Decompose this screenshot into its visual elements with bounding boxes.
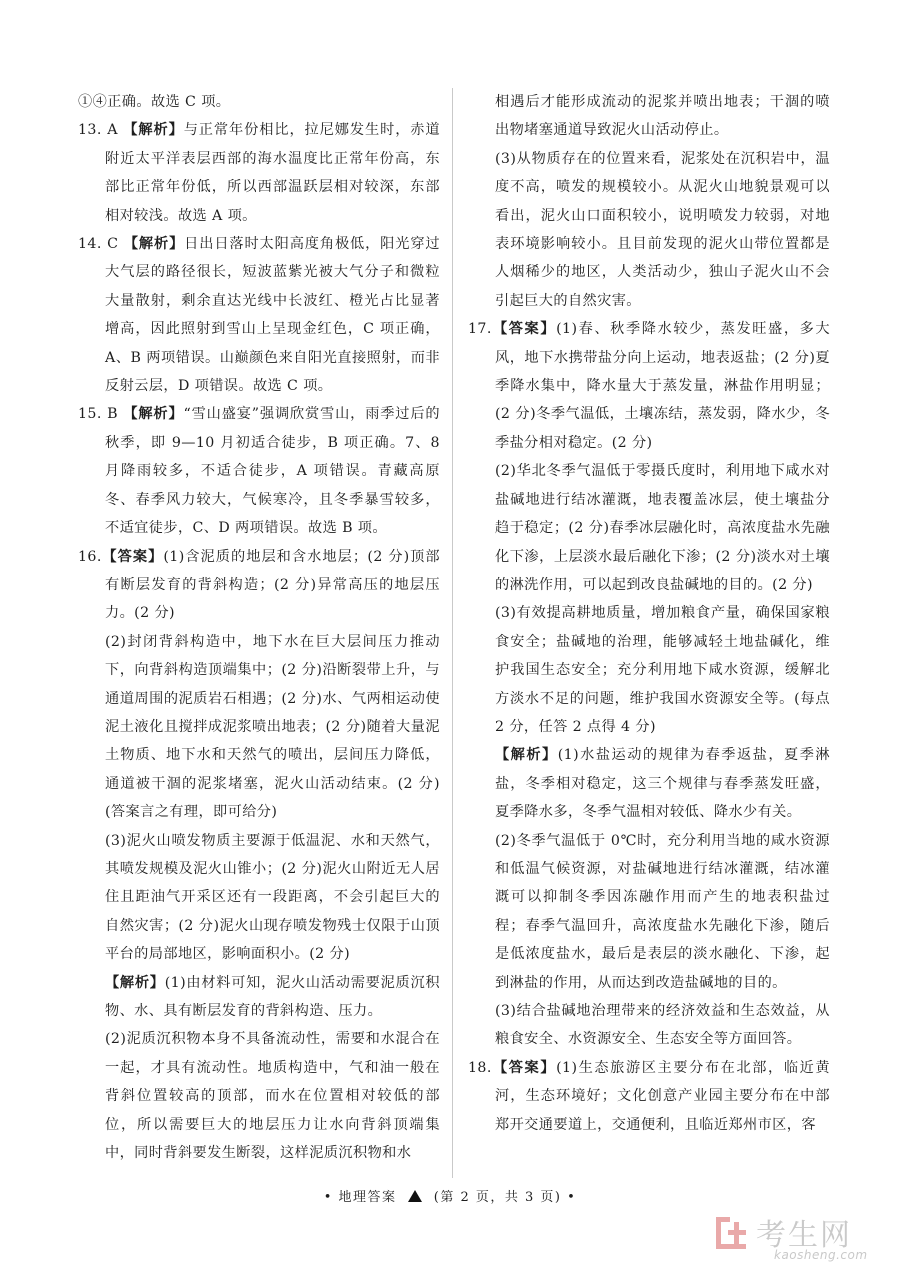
column-divider: [452, 88, 453, 1178]
section-label: 【解析】: [123, 236, 185, 253]
answer-15: 15. B 【解析】“雪山盛宴”强调欣赏雪山，雨季过后的秋季，即 9—10 月初适合徒步，B 项正确。7、8 月降雨较多，不适合徒步，A 项错误。青藏高原冬、春季风力较大，气候寒冷，且冬季暴雪较多，不适宜徒步，C、D 两项错误。故选 B 项。: [78, 406, 440, 537]
section-label: 【答案】: [491, 1059, 557, 1076]
answer-18: 18.【答案】(1)生态旅游区主要分布在北部，临近黄河，生态环境好；文化创意产业园主要分布在中部郑开交通要道上，交通便利，且临近郑州市区，客: [468, 1059, 830, 1133]
section-label: 【答案】: [491, 321, 557, 338]
section-label: 【解析】: [495, 747, 558, 764]
analysis-16-part-2: (2)泥质沉积物本身不具备流动性，需要和水混合在一起，才具有流动性。地质构造中，气和油一般在背斜位置较高的顶部，而水在位置相对较低的部位，所以需要巨大的地层压力让水向背斜顶端集中，同时背斜要发生断裂，这样泥质沉积物和水: [105, 1031, 440, 1162]
analysis-17-part-2: (2)冬季气温低于 0℃时，充分利用当地的咸水资源和低温气候资源，对盐碱地进行结冰灌溉，结冰灌溉可以抑制冬季因冻融作用而产生的地表积盐过程；春季气温回升，高浓度盐水先融化下渗，随后是低浓度盐水，最后是表层的淡水融化、下渗，起到淋盐的作用，从而达到改造盐碱地的目的。: [495, 832, 830, 991]
answer-12-continued: ①④正确。故选 C 项。: [78, 94, 231, 110]
analysis-17-part-3: (3)结合盐碱地治理带来的经济效益和生态效益，从粮食安全、水资源安全、生态安全等方面回答。: [495, 1003, 830, 1048]
analysis-16-part-1: 【解析】(1)由材料可知，泥火山活动需要泥质沉积物、水、具有断层发育的背斜构造、压力。: [105, 974, 440, 1019]
analysis-16-part-3: (3)从物质存在的位置来看，泥浆处在沉积岩中，温度不高，喷发的规模较小。从泥火山地貌景观可以看出，泥火山口面积较小，说明喷发力较弱，对地表环境影响较小。且目前发现的泥火山带位置都是人烟稀少的地区，人类活动少，独山子泥火山不会引起巨大的自然灾害。: [495, 150, 830, 309]
right-column: [468, 88, 830, 1139]
section-label: 【解析】: [105, 974, 165, 991]
footer-subject: • 地理答案: [323, 1190, 397, 1205]
answer-17-part-3: (3)有效提高耕地质量，增加粮食产量，确保国家粮食安全；盐碱地的治理，能够减轻土地盐碱化，维护我国生态安全；充分利用地下咸水资源，缓解北方淡水不足的问题，维护我国水资源安全等。(每点 2 分，任答 2 点得 4 分): [495, 605, 830, 735]
answer-14: 14. C 【解析】日出日落时太阳高度角极低，阳光穿过大气层的路径很长，短波蓝紫光被大气分子和微粒大量散射，剩余直达光线中长波红、橙光占比显著增高，因此照射到雪山上呈现金红色，C 项正确，A、B 两项错误。山巅颜色来自阳光直接照射，而非反射云层，D 项错误。故选 C 项。: [78, 236, 440, 395]
answer-17-part-2: (2)华北冬季气温低于零摄氏度时，利用地下咸水对盐碱地进行结冰灌溉，地表覆盖冰层，使土壤盐分趋于稳定；(2 分)春季冰层融化时，高浓度盐水先融化下渗，上层淡水最后融化下渗；(2 分)淡水对土壤的淋洗作用，可以起到改良盐碱地的目的。(2 分): [495, 463, 830, 593]
answer-16-part-1: 16.【答案】(1)含泥质的地层和含水地层；(2 分)顶部有断层发育的背斜构造；(2 分)异常高压的地层压力。(2 分): [78, 548, 440, 622]
answer-13: 13. A 【解析】与正常年份相比，拉尼娜发生时，赤道附近太平洋表层西部的海水温度比正常年份高，东部比正常年份低，所以西部温跃层相对较深，东部相对较浅。故选 A 项。: [78, 122, 440, 224]
footer-page-number: (第 2 页，共 3 页) •: [433, 1190, 577, 1205]
answer-16-part-3: (3)泥火山喷发物质主要源于低温泥、水和天然气，其喷发规模及泥火山锥小；(2 分)泥火山附近无人居住且距油气开采区还有一段距离，不会引起巨大的自然灾害；(2 分)泥火山现存喷发物残士仅限于山顶平台的局部地区，影响面积小。(2 分): [105, 832, 440, 963]
section-label: 【答案】: [101, 548, 164, 565]
answer-17-part-1: 17.【答案】(1)春、秋季降水较少，蒸发旺盛，多大风，地下水携带盐分向上运动，地表返盐；(2 分)夏季降水集中，降水量大于蒸发量，淋盐作用明显；(2 分)冬季气温低，土壤冻结，蒸发弱，降水少，冬季盐分相对稳定。(2 分): [468, 321, 830, 451]
analysis-16-continued: 相遇后才能形成流动的泥浆并喷出地表；干涸的喷出物堵塞通道导致泥火山活动停止。: [495, 94, 830, 139]
watermark: [714, 1210, 884, 1266]
section-label: 【解析】: [123, 122, 184, 139]
left-column: [78, 88, 440, 1167]
answer-16-part-2: (2)封闭背斜构造中，地下水在巨大层间压力推动下，向背斜构造顶端集中；(2 分)沿断裂带上升，与通道周围的泥质岩石相遇；(2 分)水、气两相运动使泥土液化且搅拌成泥浆喷出地表；(2 分)随着大量泥土物质、地下水和天然气的喷出，层间压力降低，通道被干涸的泥浆堵塞，泥火山活动结束。(2 分)(答案言之有理，即可给分): [105, 633, 440, 821]
page-footer: [0, 1186, 900, 1205]
watermark-brand: 考生网: [756, 1218, 852, 1253]
triangle-icon: [408, 1190, 422, 1202]
kaosheng-logo-icon: [714, 1214, 752, 1252]
analysis-17-part-1: 【解析】(1)水盐运动的规律为春季返盐，夏季淋盐，冬季相对稳定，这三个规律与春季蒸发旺盛，夏季降水多，冬季气温相对较低、降水少有关。: [495, 747, 830, 821]
watermark-url: kaosheng.com: [774, 1248, 868, 1262]
section-label: 【解析】: [123, 406, 184, 423]
